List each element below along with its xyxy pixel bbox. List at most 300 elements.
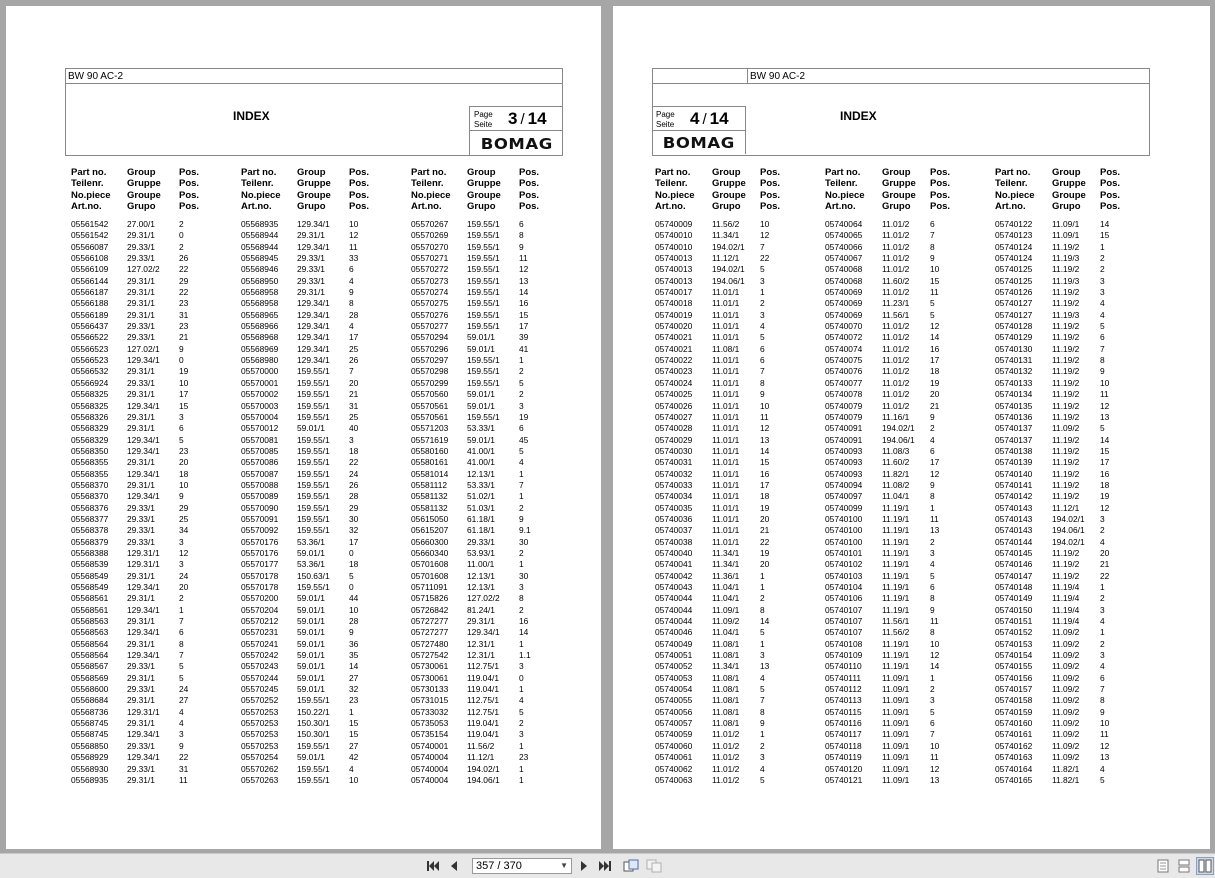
- part-number: 05581132: [411, 491, 448, 502]
- index-row: [995, 764, 1160, 775]
- index-row: [71, 310, 236, 321]
- index-row: [995, 310, 1160, 321]
- part-number: 05740122: [995, 219, 1033, 229]
- group-ref: 29.33/1: [127, 502, 155, 513]
- part-number: 05570090: [241, 502, 279, 513]
- position: 7: [930, 729, 935, 740]
- part-number: 05740121: [825, 774, 863, 785]
- position: 1: [349, 706, 354, 717]
- group-ref: 29.33/1: [127, 377, 155, 388]
- index-row: [995, 695, 1160, 706]
- position: 19: [760, 547, 770, 558]
- position: 8: [179, 638, 184, 649]
- position: 5: [760, 264, 765, 275]
- group-ref: 29.31/1: [127, 638, 155, 649]
- position: 17: [930, 355, 940, 366]
- part-number: 05727542: [411, 650, 449, 661]
- index-row: [241, 503, 406, 514]
- index-row: [995, 684, 1160, 695]
- part-number: 05570001: [241, 377, 279, 388]
- index-row: [825, 355, 990, 366]
- part-number: 05740131: [995, 355, 1033, 366]
- group-ref: 11.01/2: [712, 774, 740, 785]
- pos-header: Pos. Pos. Pos. Pos.: [760, 167, 781, 212]
- part-number: 05561542: [71, 230, 109, 241]
- position: 11: [930, 513, 939, 524]
- part-number: 05715826: [411, 593, 449, 604]
- continuous-view-icon[interactable]: [1175, 857, 1193, 875]
- group-ref: 11.19/4: [1052, 616, 1080, 627]
- part-number: 05740043: [655, 582, 693, 592]
- part-number: 05570231: [241, 627, 279, 638]
- position: 30: [519, 536, 529, 547]
- part-number: 05740018: [655, 298, 693, 309]
- index-row: [655, 298, 820, 309]
- index-row: [995, 616, 1160, 627]
- position: 5: [760, 684, 765, 695]
- position: 2: [930, 536, 935, 547]
- position: 6: [1100, 332, 1105, 343]
- position: 3: [930, 695, 935, 706]
- index-row: [655, 219, 820, 230]
- index-row: [995, 775, 1160, 786]
- position: 4: [519, 695, 524, 706]
- index-row: [241, 242, 406, 253]
- part-number: 05740056: [655, 706, 693, 717]
- part-number: 05740059: [655, 729, 693, 740]
- position: 14: [760, 445, 770, 456]
- group-ref: 11.04/1: [882, 491, 910, 502]
- position: 9: [1100, 366, 1105, 377]
- part-number: 05568930: [71, 763, 109, 774]
- position: 7: [930, 230, 935, 241]
- part-number: 05740150: [995, 604, 1033, 615]
- group-ref: 127.02/2: [467, 593, 500, 604]
- group-ref: 29.31/1: [127, 570, 155, 581]
- group-ref: 29.31/1: [127, 298, 155, 309]
- column-header: [71, 167, 236, 211]
- position: 9: [1100, 706, 1105, 717]
- position: 34: [179, 525, 189, 536]
- position: 1: [930, 502, 935, 513]
- part-number: 05570272: [411, 264, 449, 275]
- index-row: [655, 242, 820, 253]
- part-number: 05740017: [655, 287, 693, 298]
- first-page-icon[interactable]: [424, 857, 442, 875]
- part-number: 05568378: [71, 525, 109, 536]
- index-row: [241, 219, 406, 230]
- position: 4: [349, 275, 354, 286]
- position: 5: [930, 570, 935, 581]
- position: 9: [760, 718, 765, 729]
- position: 7: [760, 366, 765, 377]
- index-row: [995, 332, 1160, 343]
- part-number: 05568561: [71, 604, 109, 615]
- group-ref: 11.19/3: [1052, 253, 1080, 264]
- position: 29: [179, 502, 189, 513]
- part-number: 05570244: [241, 672, 279, 683]
- position: 15: [930, 275, 940, 286]
- group-ref: 29.31/1: [127, 230, 155, 241]
- group-ref: 11.19/2: [1052, 287, 1080, 298]
- part-number: 05566437: [71, 321, 109, 332]
- group-ref: 11.08/1: [712, 343, 740, 354]
- group-ref: 29.33/1: [127, 513, 155, 524]
- position: 22: [760, 536, 770, 547]
- position: 7: [349, 366, 354, 377]
- group-ref: 29.33/1: [127, 536, 155, 547]
- group-ref: 11.19/4: [1052, 593, 1080, 604]
- group-ref: 159.55/1: [467, 253, 500, 264]
- position: 10: [760, 219, 770, 229]
- group-ref: 11.01/1: [712, 434, 740, 445]
- group-ref: 129.34/1: [297, 343, 330, 354]
- position: 0: [179, 230, 184, 241]
- position: 2: [519, 604, 524, 615]
- part-number: 05570087: [241, 468, 279, 479]
- page-num: 4: [690, 109, 700, 128]
- index-row: [655, 695, 820, 706]
- index-row: [655, 401, 820, 412]
- index-row: [241, 253, 406, 264]
- part-number: 05740119: [825, 752, 862, 763]
- position: 30: [519, 570, 529, 581]
- part-no-header: Part no. Teilenr. No.piece Art.no.: [655, 167, 695, 212]
- bomag-logo: BOMAG: [469, 130, 563, 156]
- group-ref: 11.12/1: [712, 253, 740, 264]
- group-ref: 11.34/1: [712, 547, 740, 558]
- group-ref: 11.08/1: [712, 718, 740, 729]
- part-number: 05570241: [241, 638, 279, 649]
- part-number: 05740069: [825, 298, 863, 309]
- position: 25: [349, 343, 359, 354]
- part-number: 05711091: [411, 582, 448, 592]
- part-number: 05740035: [655, 502, 693, 513]
- part-number: 05740107: [825, 604, 863, 615]
- index-row: [995, 514, 1160, 525]
- group-ref: 29.33/1: [127, 763, 155, 774]
- part-number: 05740129: [995, 332, 1033, 343]
- index-row: [411, 605, 576, 616]
- part-number: 05740032: [655, 468, 693, 479]
- index-row: [71, 582, 236, 593]
- index-row: [655, 355, 820, 366]
- position: 14: [930, 332, 940, 343]
- part-number: 05740019: [655, 309, 693, 320]
- rotate-icon[interactable]: [622, 857, 640, 875]
- position: 21: [760, 525, 770, 536]
- part-number: 05580160: [411, 445, 449, 456]
- index-row: [655, 435, 820, 446]
- part-number: 05727277: [411, 616, 449, 627]
- group-ref: 11.01/1: [712, 389, 740, 400]
- index-row: [995, 650, 1160, 661]
- index-row: [411, 253, 576, 264]
- group-ref: 11.19/1: [882, 661, 910, 672]
- position: 5: [930, 298, 935, 309]
- position: 20: [179, 582, 189, 592]
- group-ref: 11.01/2: [882, 332, 910, 343]
- position: 22: [179, 264, 189, 275]
- index-row: [995, 298, 1160, 309]
- part-number: 05566532: [71, 366, 109, 377]
- group-ref: 61.18/1: [467, 513, 495, 524]
- position: 15: [1100, 230, 1110, 241]
- position: 1: [519, 740, 524, 751]
- position: 1.1: [519, 650, 531, 661]
- part-number: 05740112: [825, 684, 862, 695]
- group-ref: 53.33/1: [467, 479, 495, 490]
- page-title: INDEX: [233, 109, 270, 123]
- group-ref: 11.04/1: [712, 627, 740, 638]
- index-row: [241, 332, 406, 343]
- index-column: [411, 167, 576, 786]
- index-row: [995, 559, 1160, 570]
- position: 5: [349, 570, 354, 581]
- part-number: 05740101: [825, 547, 863, 558]
- index-row: [411, 480, 576, 491]
- next-page-icon[interactable]: [576, 857, 592, 875]
- part-number: 05568945: [241, 253, 279, 264]
- part-number: 05740041: [655, 559, 693, 570]
- index-row: [995, 355, 1160, 366]
- group-ref: 11.09/1: [882, 763, 910, 774]
- position: 15: [519, 309, 529, 320]
- part-number: 05740001: [411, 740, 449, 751]
- copy-icon[interactable]: [645, 857, 663, 875]
- index-row: [411, 673, 576, 684]
- part-number: 05740060: [655, 740, 693, 751]
- part-number: 05740042: [655, 570, 693, 581]
- prev-page-icon[interactable]: [446, 857, 462, 875]
- dropdown-icon[interactable]: ▼: [560, 861, 568, 870]
- index-row: [825, 401, 990, 412]
- part-number: 05740144: [995, 536, 1033, 547]
- index-row: [71, 548, 236, 559]
- position: 4: [760, 321, 765, 332]
- group-ref: 159.55/1: [297, 491, 330, 502]
- position: 10: [349, 604, 359, 615]
- index-row: [995, 548, 1160, 559]
- index-row: [825, 605, 990, 616]
- group-ref: 159.55/1: [297, 695, 330, 706]
- group-ref: 159.55/1: [467, 321, 500, 332]
- group-ref: 61.18/1: [467, 525, 495, 536]
- position: 10: [349, 219, 359, 229]
- group-ref: 11.09/2: [1052, 672, 1080, 683]
- group-ref: 11.08/3: [882, 445, 910, 456]
- index-row: [825, 673, 990, 684]
- part-number: 05740113: [825, 695, 862, 706]
- group-ref: 11.19/2: [1052, 343, 1080, 354]
- group-ref: 29.31/1: [127, 423, 155, 434]
- index-row: [655, 480, 820, 491]
- position: 11: [519, 253, 528, 264]
- group-ref: 159.55/1: [297, 740, 330, 751]
- position: 3: [1100, 275, 1105, 286]
- position: 10: [1100, 377, 1110, 388]
- position: 3: [519, 661, 524, 672]
- position: 6: [1100, 672, 1105, 683]
- group-ref: 112.75/1: [467, 706, 499, 717]
- viewer-toolbar: [0, 853, 1215, 878]
- group-ref: 11.09/2: [712, 616, 740, 627]
- position: 20: [930, 389, 940, 400]
- group-ref: 59.01/1: [297, 752, 325, 763]
- position: 12: [930, 468, 940, 479]
- position: 5: [930, 309, 935, 320]
- group-ref: 12.31/1: [467, 638, 495, 649]
- pos-header: Pos. Pos. Pos. Pos.: [179, 167, 200, 212]
- part-no-header: Part no. Teilenr. No.piece Art.no.: [825, 167, 865, 212]
- index-row: [71, 707, 236, 718]
- part-number: 05566109: [71, 264, 109, 275]
- group-ref: 129.34/1: [127, 445, 160, 456]
- index-row: [411, 639, 576, 650]
- group-ref: 11.00/1: [467, 559, 495, 570]
- group-ref: 159.55/1: [297, 763, 330, 774]
- position: 22: [179, 287, 189, 298]
- position: 1: [519, 559, 524, 570]
- group-ref: 11.19/2: [1052, 366, 1080, 377]
- group-ref: 11.01/2: [882, 377, 910, 388]
- position: 29: [179, 275, 189, 286]
- group-ref: 29.31/1: [127, 309, 155, 320]
- index-row: [411, 389, 576, 400]
- group-ref: 194.02/1: [882, 423, 915, 434]
- part-number: 05660300: [411, 536, 449, 547]
- position: 4: [179, 706, 184, 717]
- group-ref: 129.34/1: [297, 321, 330, 332]
- position: 3: [1100, 513, 1105, 524]
- position: 26: [349, 479, 359, 490]
- part-number: 05571619: [411, 434, 449, 445]
- position: 25: [349, 411, 359, 422]
- index-row: [655, 752, 820, 763]
- group-ref: 11.01/2: [882, 321, 910, 332]
- group-ref: 11.01/1: [712, 321, 740, 332]
- seite-label: Seite: [474, 120, 493, 129]
- part-number: 05731015: [411, 695, 449, 706]
- single-page-view-icon[interactable]: [1154, 857, 1172, 875]
- group-ref: 129.34/1: [127, 400, 160, 411]
- part-number: 05568329: [71, 434, 109, 445]
- page-label: Page: [656, 110, 675, 119]
- part-number: 05568965: [241, 309, 279, 320]
- position: 2: [760, 740, 765, 751]
- group-ref: 159.55/1: [467, 219, 500, 229]
- index-row: [995, 707, 1160, 718]
- part-number: 05740094: [825, 479, 863, 490]
- part-number: 05740004: [411, 763, 449, 774]
- group-ref: 11.08/1: [712, 695, 740, 706]
- index-row: [71, 457, 236, 468]
- part-number: 05570004: [241, 411, 279, 422]
- index-row: [71, 684, 236, 695]
- position: 12: [349, 230, 359, 241]
- part-number: 05740079: [825, 400, 863, 411]
- group-ref: 159.55/1: [297, 434, 330, 445]
- position: 2: [930, 423, 935, 434]
- position: 5: [179, 672, 184, 683]
- position: 1: [519, 774, 524, 785]
- part-number: 05570086: [241, 457, 279, 468]
- part-number: 05740025: [655, 389, 693, 400]
- part-number: 05570085: [241, 445, 279, 456]
- index-row: [71, 593, 236, 604]
- part-number: 05740162: [995, 740, 1033, 751]
- index-row: [411, 627, 576, 638]
- part-number: 05740075: [825, 355, 863, 366]
- group-ref: 11.01/2: [882, 389, 910, 400]
- last-page-icon[interactable]: [596, 857, 614, 875]
- group-ref: 11.56/2: [712, 219, 740, 229]
- group-ref: 129.34/1: [127, 468, 160, 479]
- position: 4: [1100, 309, 1105, 320]
- part-number: 05740054: [655, 684, 693, 695]
- page-title: INDEX: [840, 109, 877, 123]
- index-row: [241, 435, 406, 446]
- page-number-field[interactable]: 357 / 370 ▼: [472, 858, 572, 874]
- position: 21: [930, 400, 940, 411]
- part-number: 05740100: [825, 513, 863, 524]
- two-page-view-icon[interactable]: [1196, 857, 1214, 875]
- index-row: [71, 514, 236, 525]
- index-row: [655, 446, 820, 457]
- index-row: [825, 582, 990, 593]
- group-ref: 11.01/1: [712, 491, 740, 502]
- group-header: Group Gruppe Groupe Grupo: [1052, 167, 1086, 212]
- part-number: 05740134: [995, 389, 1033, 400]
- index-row: [655, 571, 820, 582]
- index-row: [411, 469, 576, 480]
- part-number: 05570178: [241, 582, 279, 592]
- position: 3: [760, 309, 765, 320]
- part-number: 05740165: [995, 774, 1033, 785]
- position: 24: [349, 468, 359, 479]
- index-row: [655, 764, 820, 775]
- group-ref: 11.01/2: [882, 287, 910, 298]
- index-row: [241, 548, 406, 559]
- index-row: [825, 525, 990, 536]
- position: 8: [519, 593, 524, 604]
- position: 23: [179, 321, 189, 332]
- group-ref: 81.24/1: [467, 604, 495, 615]
- group-ref: 11.04/1: [712, 582, 740, 592]
- part-number: 05566189: [71, 309, 109, 320]
- group-ref: 129.34/1: [127, 434, 160, 445]
- index-row: [241, 639, 406, 650]
- group-ref: 27.00/1: [127, 219, 155, 229]
- group-header: Group Gruppe Groupe Grupo: [712, 167, 746, 212]
- group-ref: 29.33/1: [127, 241, 155, 252]
- position: 26: [349, 355, 359, 366]
- group-ref: 11.56/1: [882, 309, 910, 320]
- index-row: [411, 582, 576, 593]
- position: 3: [1100, 604, 1105, 615]
- page-label: Page: [474, 110, 493, 119]
- index-row: [655, 639, 820, 650]
- index-row: [655, 423, 820, 434]
- group-ref: 11.19/1: [882, 547, 910, 558]
- position: 31: [179, 309, 189, 320]
- part-number: 05740055: [655, 695, 693, 706]
- group-ref: 129.34/1: [297, 355, 330, 366]
- group-ref: 11.19/1: [882, 513, 910, 524]
- index-row: [411, 514, 576, 525]
- group-ref: 11.09/2: [1052, 695, 1080, 706]
- index-row: [995, 242, 1160, 253]
